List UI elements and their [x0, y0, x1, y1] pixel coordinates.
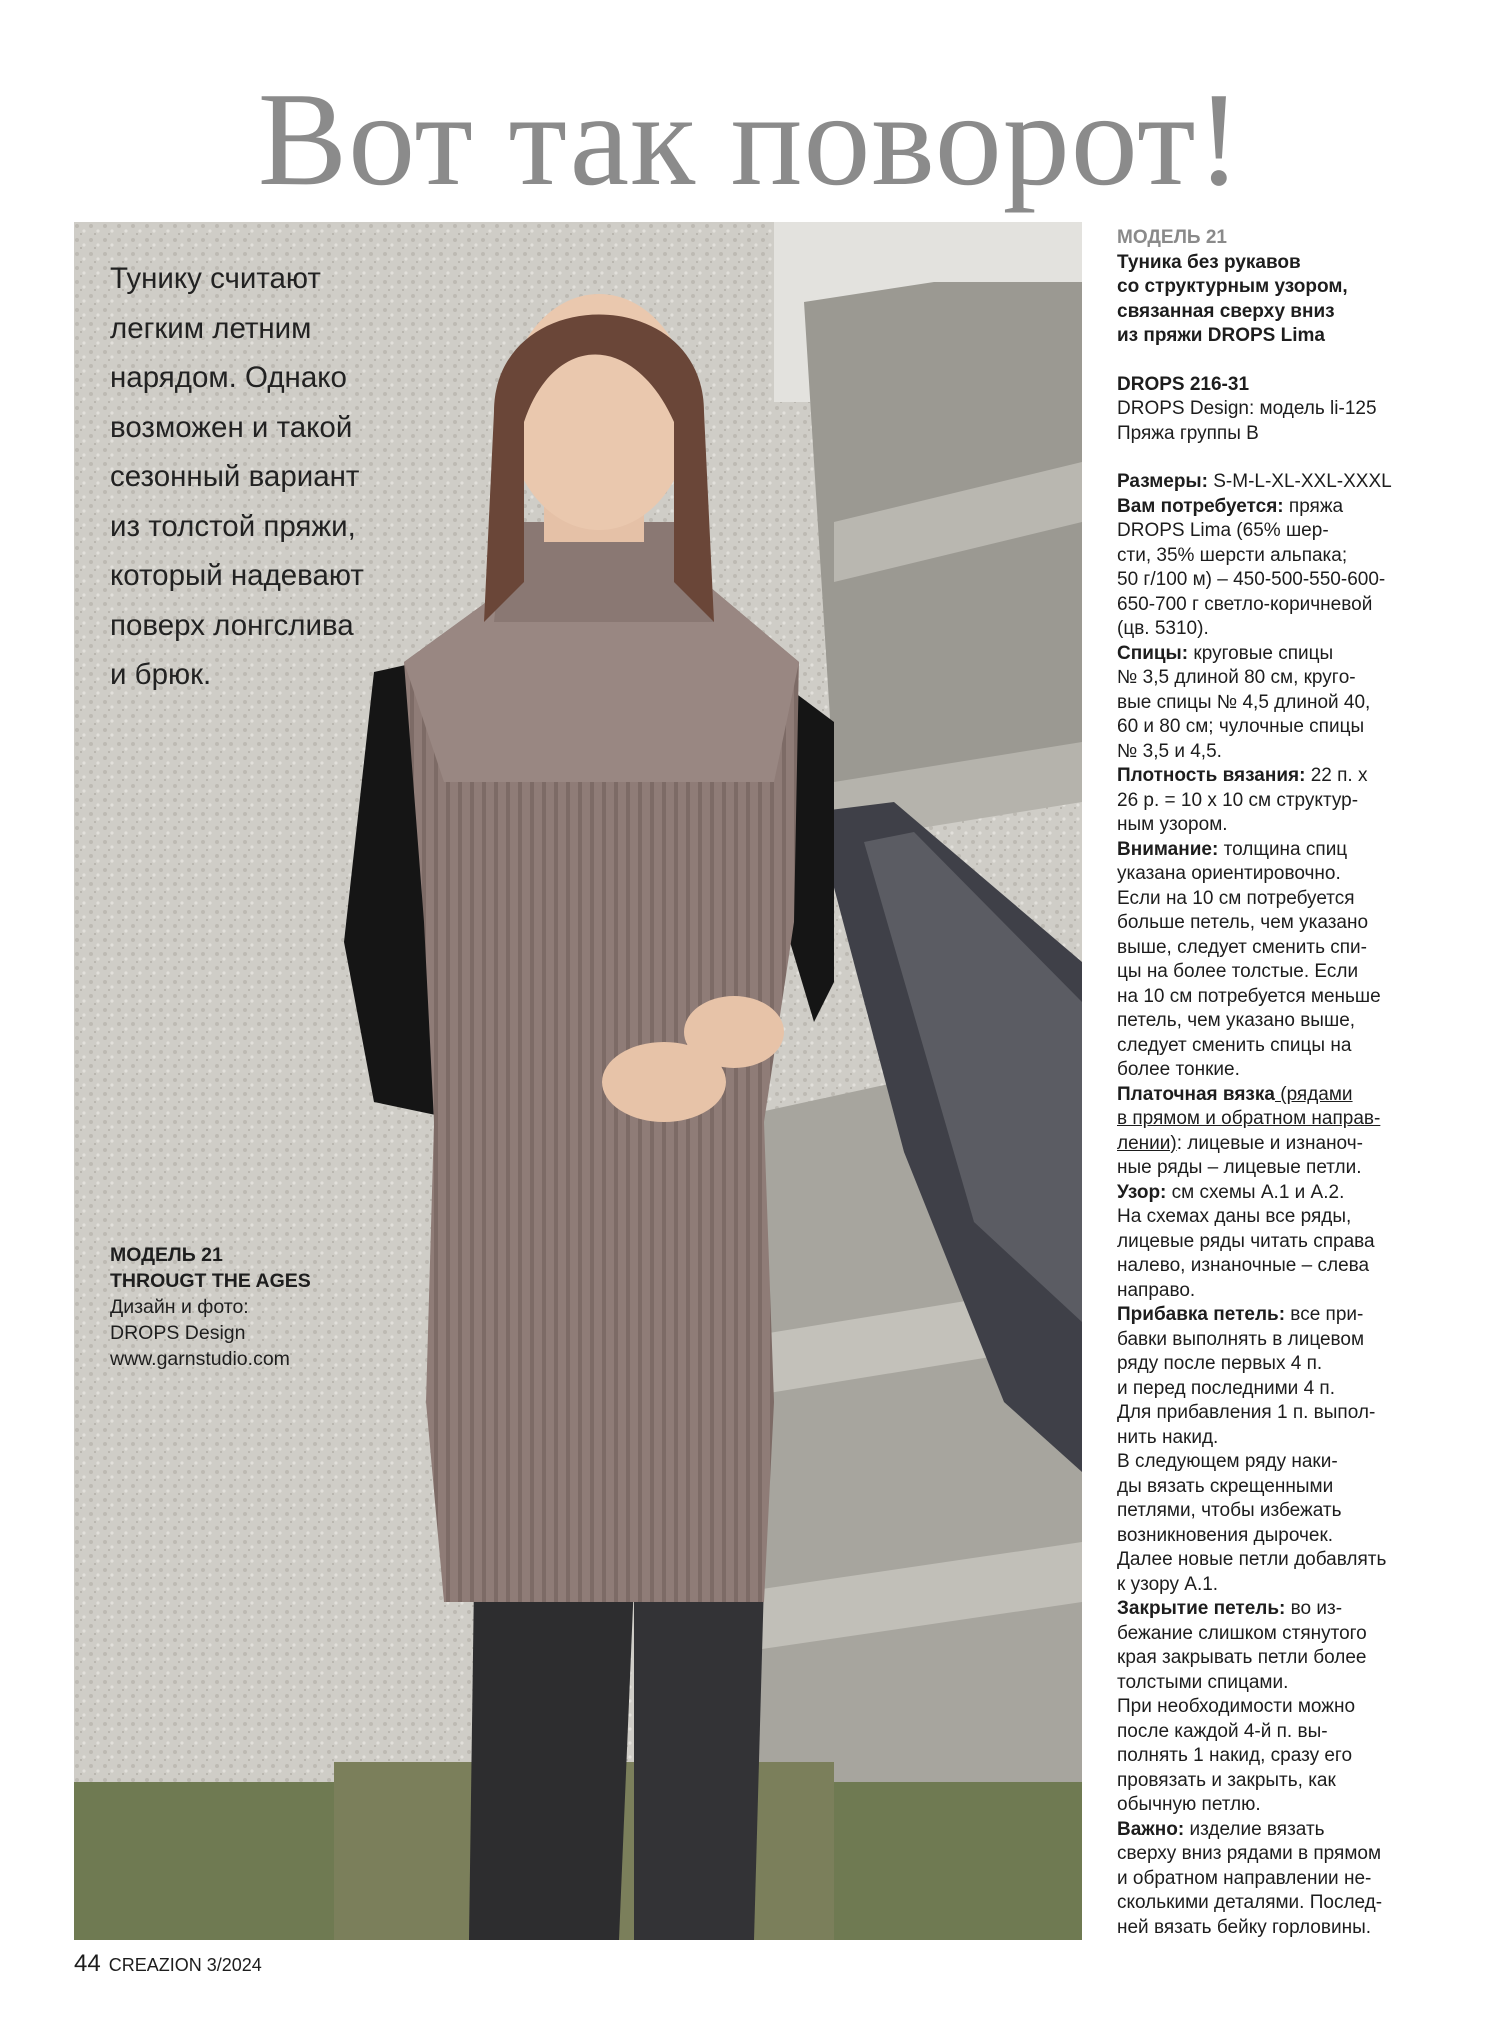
instruction-text: петель, чем указано выше, — [1117, 1010, 1356, 1031]
instruction-line — [1117, 1132, 1467, 1157]
page-number: 44 — [74, 1950, 101, 1977]
instruction-line — [1117, 1622, 1467, 1647]
credit-designer: DROPS Design — [110, 1322, 246, 1344]
instruction-text: указана ориентировочно. — [1117, 863, 1341, 884]
instruction-line — [1117, 593, 1467, 618]
instruction-text: ней вязать бейку горловины. — [1117, 1916, 1372, 1938]
instruction-text: цы на более толстые. Если — [1117, 961, 1359, 982]
instruction-line — [1117, 813, 1467, 838]
instruction-line — [1117, 887, 1467, 912]
instruction-text: налево, изнаночные – слева — [1117, 1255, 1370, 1276]
credit-design-label: Дизайн и фото: — [110, 1296, 249, 1318]
instruction-line — [1117, 1597, 1467, 1622]
instruction-heading: Плотность вязания: — [1117, 765, 1306, 786]
instruction-line — [1117, 1524, 1467, 1549]
instruction-text: пряжа — [1283, 495, 1344, 517]
intro-line: который надевают — [110, 559, 364, 592]
instruction-line — [1117, 544, 1467, 569]
instruction-text: сколькими деталями. Послед- — [1117, 1892, 1383, 1913]
intro-line: сезонный вариант — [110, 460, 360, 493]
sidebar-title-line: связанная сверху вниз — [1117, 300, 1335, 322]
instruction-line — [1117, 1303, 1467, 1328]
intro-line: Тунику считают — [110, 262, 321, 295]
instruction-line — [1117, 1181, 1467, 1206]
magazine-issue: CREAZION 3/2024 — [108, 1955, 262, 1975]
instruction-heading: Вам потребуется: — [1117, 495, 1284, 517]
instruction-text: края закрывать петли более — [1117, 1647, 1367, 1668]
instruction-heading: Размеры: — [1117, 471, 1208, 492]
instruction-line — [1117, 838, 1467, 863]
instruction-line — [1117, 1646, 1467, 1671]
instruction-text: петлями, чтобы избежать — [1117, 1500, 1342, 1521]
instruction-line — [1117, 911, 1467, 936]
instruction-line — [1117, 1695, 1467, 1720]
instruction-line — [1117, 1205, 1467, 1230]
instruction-line — [1117, 1671, 1467, 1696]
intro-line: возможен и такой — [110, 410, 353, 444]
instruction-text: к узору А.1. — [1117, 1573, 1219, 1595]
credit-model: МОДЕЛЬ 21 — [110, 1244, 223, 1266]
instruction-text: бавки выполнять в лицевом — [1117, 1328, 1365, 1350]
instruction-text: см схемы А.1 и А.2. — [1166, 1181, 1345, 1203]
instruction-line — [1117, 519, 1467, 544]
intro-text — [110, 254, 450, 700]
instruction-underlined: лении) — [1117, 1132, 1177, 1154]
instruction-text: сти, 35% шерсти альпака; — [1117, 544, 1348, 566]
instruction-line — [1117, 764, 1467, 789]
instruction-line — [1117, 691, 1467, 716]
instruction-text: на 10 см потребуется меньше — [1117, 985, 1381, 1007]
page-footer — [74, 1950, 262, 1978]
instruction-text: 60 и 80 см; чулочные спицы — [1117, 716, 1365, 737]
instruction-text: ды вязать скрещенными — [1117, 1475, 1334, 1497]
instruction-line — [1117, 862, 1467, 887]
instruction-line — [1117, 1573, 1467, 1598]
instruction-text: № 3,5 длиной 80 см, кругo- — [1117, 667, 1356, 688]
intro-line: и брюк. — [110, 658, 212, 691]
instruction-text: сверху вниз рядами в прямом — [1117, 1843, 1382, 1864]
sidebar-title-line: из пряжи DROPS Lima — [1117, 325, 1325, 346]
instruction-text: обычную петлю. — [1117, 1794, 1261, 1815]
pattern-sidebar — [1117, 226, 1467, 1940]
instruction-text: толщина спиц — [1218, 838, 1348, 860]
sidebar-instructions — [1117, 470, 1467, 1940]
instruction-text: изделие вязать — [1184, 1818, 1325, 1840]
instruction-line — [1117, 1254, 1467, 1279]
instruction-text: провязать и закрыть, как — [1117, 1769, 1336, 1791]
instruction-line — [1117, 715, 1467, 740]
instruction-line — [1117, 495, 1467, 520]
credit-website: www.garnstudio.com — [110, 1348, 290, 1370]
instruction-line — [1117, 1058, 1467, 1083]
instruction-text: и перед последними 4 п. — [1117, 1377, 1335, 1399]
instruction-line — [1117, 1034, 1467, 1059]
instruction-line — [1117, 985, 1467, 1010]
instruction-heading: Прибавка петель: — [1117, 1304, 1286, 1325]
instruction-heading: Узор: — [1117, 1181, 1167, 1203]
instruction-text: следует сменить спицы на — [1117, 1034, 1352, 1056]
instruction-text: и обратном направлении не- — [1117, 1867, 1372, 1889]
instruction-text: S-M-L-XL-XXL-XXXL — [1207, 471, 1392, 492]
instruction-text: DROPS Lima (65% шер- — [1117, 520, 1329, 541]
instruction-text: лицевые ряды читать справа — [1117, 1230, 1375, 1252]
instruction-text: В следующем ряду наки- — [1117, 1451, 1338, 1472]
instruction-text: бежание слишком стянутого — [1117, 1622, 1367, 1644]
sidebar-title-line: Туника без рукавов — [1117, 251, 1301, 273]
instruction-line — [1117, 1328, 1467, 1353]
instruction-text: круговые спицы — [1188, 642, 1334, 664]
instruction-underlined: (рядами — [1274, 1083, 1353, 1105]
instruction-text: Если на 10 см потребуется — [1117, 887, 1355, 909]
instruction-text: толстыми спицами. — [1117, 1671, 1289, 1693]
instruction-text: № 3,5 и 4,5. — [1117, 740, 1222, 762]
sidebar-design-line: DROPS Design: модель li-125 — [1117, 398, 1377, 419]
instruction-text: При необходимости можно — [1117, 1696, 1356, 1717]
instruction-line — [1117, 1009, 1467, 1034]
instruction-heading: Закрытие петель: — [1117, 1598, 1286, 1619]
instruction-line — [1117, 740, 1467, 765]
instruction-line — [1117, 642, 1467, 667]
instruction-line — [1117, 1720, 1467, 1745]
instruction-text: Для прибавления 1 п. выпол- — [1117, 1402, 1376, 1423]
instruction-line — [1117, 470, 1467, 495]
sidebar-title-line: со структурным узором, — [1117, 276, 1348, 297]
intro-line: нарядом. Однако — [110, 361, 347, 394]
instruction-text: после каждой 4-й п. вы- — [1117, 1720, 1328, 1742]
instruction-line — [1117, 1548, 1467, 1573]
instruction-text: нить накид. — [1117, 1426, 1219, 1448]
instruction-line — [1117, 1352, 1467, 1377]
sidebar-yarn-group: Пряжа группы B — [1117, 422, 1259, 444]
instruction-text: более тонкие. — [1117, 1059, 1240, 1080]
instruction-text: полнять 1 накид, сразу его — [1117, 1745, 1353, 1766]
instruction-heading: Важно: — [1117, 1818, 1185, 1840]
instruction-line — [1117, 1450, 1467, 1475]
sidebar-model-label: МОДЕЛЬ 21 — [1117, 227, 1227, 248]
photo-credit — [110, 1242, 440, 1372]
instruction-line — [1117, 1867, 1467, 1892]
instruction-line — [1117, 666, 1467, 691]
instruction-line — [1117, 1426, 1467, 1451]
instruction-text: 26 р. = 10 х 10 см структур- — [1117, 789, 1359, 811]
instruction-line — [1117, 936, 1467, 961]
instruction-text: 22 п. х — [1305, 765, 1368, 786]
instruction-line — [1117, 1279, 1467, 1304]
instruction-line — [1117, 568, 1467, 593]
instruction-text: вые спицы № 4,5 длиной 40, — [1117, 691, 1371, 713]
instruction-underlined: в прямом и обратном направ- — [1117, 1108, 1381, 1129]
instruction-line — [1117, 1769, 1467, 1794]
instruction-line — [1117, 1230, 1467, 1255]
instruction-line — [1117, 1891, 1467, 1916]
instruction-heading: Платочная вязка — [1117, 1083, 1275, 1105]
page-headline: Вот так поворот! — [257, 65, 1243, 213]
instruction-line — [1117, 617, 1467, 642]
instruction-text: Далее новые петли добавлять — [1117, 1549, 1387, 1570]
instruction-line — [1117, 1083, 1467, 1108]
instruction-line — [1117, 1842, 1467, 1867]
intro-line: легким летним — [110, 311, 312, 345]
instruction-text: больше петель, чем указано — [1117, 912, 1369, 933]
instruction-line — [1117, 1401, 1467, 1426]
intro-line: из толстой пряжи, — [110, 509, 356, 543]
instruction-text: во из- — [1285, 1598, 1343, 1619]
instruction-text: ным узором. — [1117, 814, 1228, 835]
instruction-line — [1117, 1107, 1467, 1132]
instruction-text: На схемах даны все ряды, — [1117, 1206, 1352, 1227]
instruction-line — [1117, 1499, 1467, 1524]
sidebar-code: DROPS 216-31 — [1117, 373, 1250, 395]
instruction-line — [1117, 1377, 1467, 1402]
instruction-text: все при- — [1285, 1304, 1364, 1325]
instruction-text: направо. — [1117, 1279, 1196, 1301]
instruction-text: : лицевые и изнаноч- — [1176, 1132, 1363, 1154]
instruction-text: 50 г/100 м) – 450-500-550-600- — [1117, 569, 1386, 590]
instruction-line — [1117, 1916, 1467, 1941]
instruction-line — [1117, 1818, 1467, 1843]
instruction-text: ряду после первых 4 п. — [1117, 1353, 1323, 1374]
instruction-line — [1117, 1744, 1467, 1769]
instruction-heading: Спицы: — [1117, 642, 1189, 664]
instruction-text: выше, следует сменить спи- — [1117, 936, 1367, 958]
intro-line: поверх лонгслива — [110, 608, 354, 642]
instruction-line — [1117, 1475, 1467, 1500]
instruction-line — [1117, 960, 1467, 985]
instruction-line — [1117, 1156, 1467, 1181]
instruction-line — [1117, 1793, 1467, 1818]
instruction-heading: Внимание: — [1117, 838, 1219, 860]
instruction-text: (цв. 5310). — [1117, 618, 1209, 639]
instruction-text: возникновения дырочек. — [1117, 1524, 1334, 1546]
credit-model-name: THROUGT THE AGES — [110, 1270, 311, 1292]
instruction-text: ные ряды – лицевые петли. — [1117, 1157, 1362, 1178]
instruction-line — [1117, 789, 1467, 814]
instruction-text: 650-700 г светло-коричневой — [1117, 593, 1373, 615]
